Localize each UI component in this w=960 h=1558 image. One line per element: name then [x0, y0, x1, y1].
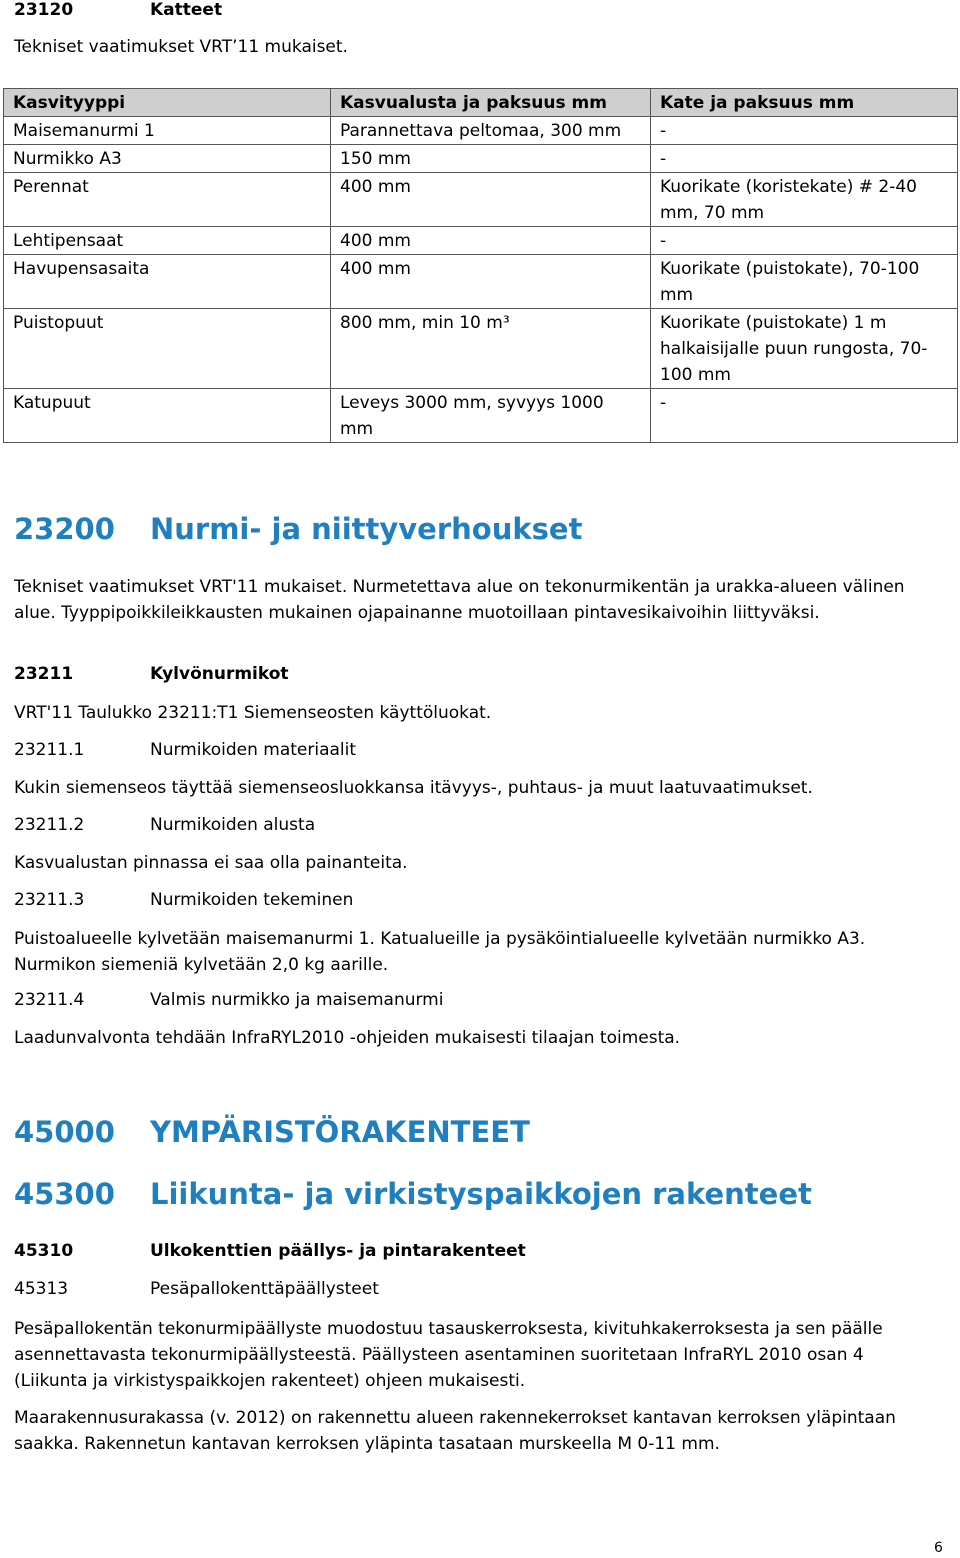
section-title: Pesäpallokenttäpäällysteet	[150, 1279, 379, 1299]
body-paragraph: VRT'11 Taulukko 23211:T1 Siemenseosten käyttöluokat.	[14, 703, 492, 723]
column-header: Kasvualusta ja paksuus mm	[331, 89, 651, 117]
table-row	[4, 227, 958, 255]
table-row	[4, 173, 958, 227]
section-intro: Tekniset vaatimukset VRT’11 mukaiset.	[14, 37, 348, 57]
section-number: 23211.1	[14, 740, 85, 760]
spec-table	[3, 88, 958, 443]
body-paragraph: Kasvualustan pinnassa ei saa olla painanteita.	[14, 853, 408, 873]
table-cell: Kuorikate (puistokate) 1 m halkaisijalle puun rungosta, 70-100 mm	[651, 309, 958, 389]
section-number: 23211.4	[14, 990, 85, 1010]
table-row	[4, 389, 958, 443]
page-number: 6	[934, 1540, 943, 1556]
table-cell: Leveys 3000 mm, syvyys 1000 mm	[331, 389, 651, 443]
section-number: 45310	[14, 1241, 74, 1261]
section-number: 23211	[14, 664, 74, 684]
section-title: Nurmikoiden materiaalit	[150, 740, 357, 760]
body-paragraph: Tekniset vaatimukset VRT'11 mukaiset. Nurmetettava alue on tekonurmikentän ja urakka-alueen välinen alue. Tyyppipoikkileikkausten mukainen ojapainanne muotoillaan pintavesikaivoihin liittyväksi.	[14, 577, 905, 623]
section-title: Nurmikoiden alusta	[150, 815, 316, 835]
body-paragraph: Maarakennusurakassa (v. 2012) on rakennettu alueen rakennekerrokset kantavan kerroksen yläpintaan saakka. Rakennetun kantavan kerroksen yläpinta tasataan murskeella M 0-11 mm.	[14, 1408, 896, 1454]
table-cell: Kuorikate (puistokate), 70-100 mm	[651, 255, 958, 309]
table-row	[4, 309, 958, 389]
body-paragraph: Puistoalueelle kylvetään maisemanurmi 1. Katualueille ja pysäköintialueelle kylvetään nurmikko A3. Nurmikon siemeniä kylvetään 2,0 kg aarille.	[14, 929, 866, 975]
table-cell: Maisemanurmi 1	[4, 117, 331, 145]
table-cell: -	[651, 117, 958, 145]
section-title: Liikunta- ja virkistyspaikkojen rakenteet	[150, 1177, 812, 1211]
section-number: 45313	[14, 1279, 69, 1299]
section-number: 23211.3	[14, 890, 85, 910]
section-title: Ulkokenttien päällys- ja pintarakenteet	[150, 1241, 526, 1261]
section-number: 23120	[14, 0, 74, 20]
section-number: 23200	[14, 512, 115, 546]
section-title: Valmis nurmikko ja maisemanurmi	[150, 990, 444, 1010]
table-cell: 400 mm	[331, 255, 651, 309]
section-number: 45300	[14, 1177, 115, 1211]
table-row	[4, 255, 958, 309]
section-number: 23211.2	[14, 815, 85, 835]
table-cell: Perennat	[4, 173, 331, 227]
table-cell: Katupuut	[4, 389, 331, 443]
table-cell: Lehtipensaat	[4, 227, 331, 255]
table-cell: 800 mm, min 10 m³	[331, 309, 651, 389]
table-cell: -	[651, 389, 958, 443]
section-title: YMPÄRISTÖRAKENTEET	[150, 1115, 530, 1149]
table-row	[4, 117, 958, 145]
table-cell: -	[651, 145, 958, 173]
table-cell: 400 mm	[331, 173, 651, 227]
table-header-row	[4, 89, 958, 117]
table-cell: Nurmikko A3	[4, 145, 331, 173]
table-cell: Parannettava peltomaa, 300 mm	[331, 117, 651, 145]
table-cell: 400 mm	[331, 227, 651, 255]
table-cell: Puistopuut	[4, 309, 331, 389]
section-title: Katteet	[150, 0, 223, 20]
column-header: Kate ja paksuus mm	[651, 89, 958, 117]
section-title: Nurmikoiden tekeminen	[150, 890, 354, 910]
table-cell: Havupensasaita	[4, 255, 331, 309]
section-title: Nurmi- ja niittyverhoukset	[150, 512, 583, 546]
table-cell: 150 mm	[331, 145, 651, 173]
body-paragraph: Kukin siemenseos täyttää siemenseosluokkansa itävyys-, puhtaus- ja muut laatuvaatimukset.	[14, 778, 813, 798]
section-title: Kylvönurmikot	[150, 664, 289, 684]
table-cell: Kuorikate (koristekate) # 2-40 mm, 70 mm	[651, 173, 958, 227]
table-cell: -	[651, 227, 958, 255]
table-row	[4, 145, 958, 173]
body-paragraph: Pesäpallokentän tekonurmipäällyste muodostuu tasauskerroksesta, kivituhkakerroksesta ja sen päälle asennettavasta tekonurmipäällysteestä. Päällysteen asentaminen suoritetaan InfraRYL 2010 osan 4 (Liikunta ja virkistyspaikkojen rakenteet) ohjeen mukaisesti.	[14, 1319, 883, 1391]
section-number: 45000	[14, 1115, 115, 1149]
column-header: Kasvityyppi	[4, 89, 331, 117]
body-paragraph: Laadunvalvonta tehdään InfraRYL2010 -ohjeiden mukaisesti tilaajan toimesta.	[14, 1028, 681, 1048]
